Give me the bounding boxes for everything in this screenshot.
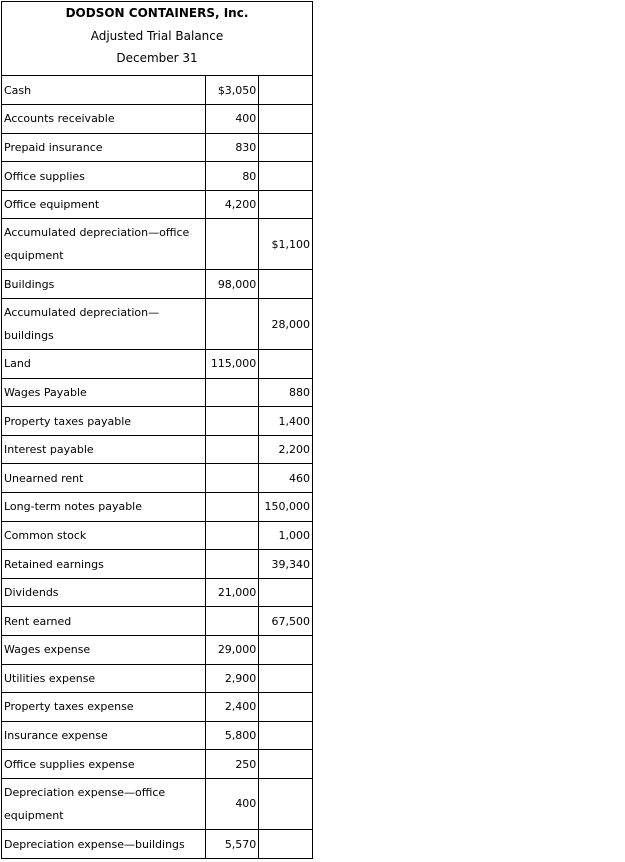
debit-cell: 98,000 bbox=[206, 270, 259, 299]
table-row bbox=[2, 435, 312, 464]
credit-cell bbox=[259, 636, 312, 665]
account-cell: Office equipment bbox=[2, 190, 206, 219]
account-cell: Property taxes payable bbox=[2, 407, 206, 436]
credit-cell bbox=[259, 721, 312, 750]
table-row bbox=[2, 693, 312, 722]
table-row bbox=[2, 721, 312, 750]
debit-cell: 29,000 bbox=[206, 636, 259, 665]
credit-cell bbox=[259, 778, 312, 829]
table-row bbox=[2, 636, 312, 665]
report-title: Adjusted Trial Balance bbox=[90, 28, 224, 43]
trial-balance-table bbox=[2, 76, 312, 858]
debit-cell: 830 bbox=[206, 133, 259, 162]
credit-cell: 67,500 bbox=[259, 607, 312, 636]
debit-cell bbox=[206, 464, 259, 493]
debit-cell: 2,400 bbox=[206, 693, 259, 722]
debit-cell: 80 bbox=[206, 162, 259, 191]
table-row bbox=[2, 299, 312, 350]
debit-cell: 250 bbox=[206, 750, 259, 779]
table-row bbox=[2, 378, 312, 407]
debit-cell bbox=[206, 299, 259, 350]
credit-cell bbox=[259, 133, 312, 162]
account-cell: Accumulated depreciation—office equipment bbox=[2, 219, 206, 270]
table-row bbox=[2, 521, 312, 550]
credit-cell bbox=[259, 578, 312, 607]
credit-cell bbox=[259, 76, 312, 105]
account-cell: Cash bbox=[2, 76, 206, 105]
table-row bbox=[2, 270, 312, 299]
table-row bbox=[2, 493, 312, 522]
account-cell: Common stock bbox=[2, 521, 206, 550]
credit-cell bbox=[259, 750, 312, 779]
credit-cell bbox=[259, 693, 312, 722]
debit-cell bbox=[206, 435, 259, 464]
credit-cell: $1,100 bbox=[259, 219, 312, 270]
credit-cell bbox=[259, 162, 312, 191]
account-cell: Buildings bbox=[2, 270, 206, 299]
table-row bbox=[2, 464, 312, 493]
debit-cell bbox=[206, 493, 259, 522]
debit-cell: 400 bbox=[206, 778, 259, 829]
account-cell: Prepaid insurance bbox=[2, 133, 206, 162]
table-row bbox=[2, 76, 312, 105]
account-cell: Accumulated depreciation— buildings bbox=[2, 299, 206, 350]
credit-cell bbox=[259, 829, 312, 858]
account-cell: Property taxes expense bbox=[2, 693, 206, 722]
account-cell: Dividends bbox=[2, 578, 206, 607]
credit-cell: 150,000 bbox=[259, 493, 312, 522]
debit-cell: 2,900 bbox=[206, 664, 259, 693]
debit-cell: 21,000 bbox=[206, 578, 259, 607]
account-cell: Wages Payable bbox=[2, 378, 206, 407]
credit-cell: 2,200 bbox=[259, 435, 312, 464]
credit-cell bbox=[259, 350, 312, 379]
credit-cell bbox=[259, 105, 312, 134]
table-row bbox=[2, 607, 312, 636]
account-cell: Retained earnings bbox=[2, 550, 206, 579]
credit-cell bbox=[259, 270, 312, 299]
debit-cell bbox=[206, 407, 259, 436]
debit-cell bbox=[206, 219, 259, 270]
debit-cell: $3,050 bbox=[206, 76, 259, 105]
table-row bbox=[2, 829, 312, 858]
table-row bbox=[2, 190, 312, 219]
debit-cell bbox=[206, 550, 259, 579]
debit-cell bbox=[206, 378, 259, 407]
credit-cell bbox=[259, 190, 312, 219]
credit-cell: 39,340 bbox=[259, 550, 312, 579]
report-date: December 31 bbox=[116, 51, 198, 65]
table-row bbox=[2, 778, 312, 829]
table-row bbox=[2, 219, 312, 270]
debit-cell: 5,570 bbox=[206, 829, 259, 858]
account-cell: Rent earned bbox=[2, 607, 206, 636]
table-row bbox=[2, 350, 312, 379]
table-row bbox=[2, 578, 312, 607]
account-cell: Interest payable bbox=[2, 435, 206, 464]
account-cell: Long-term notes payable bbox=[2, 493, 206, 522]
account-cell: Wages expense bbox=[2, 636, 206, 665]
account-cell: Depreciation expense—office equipment bbox=[2, 778, 206, 829]
credit-cell bbox=[259, 664, 312, 693]
account-cell: Accounts receivable bbox=[2, 105, 206, 134]
credit-cell: 1,400 bbox=[259, 407, 312, 436]
report-header bbox=[2, 2, 312, 76]
debit-cell: 400 bbox=[206, 105, 259, 134]
debit-cell: 115,000 bbox=[206, 350, 259, 379]
debit-cell: 4,200 bbox=[206, 190, 259, 219]
debit-cell bbox=[206, 521, 259, 550]
table-row bbox=[2, 105, 312, 134]
trial-balance-sheet bbox=[1, 1, 313, 859]
table-row bbox=[2, 407, 312, 436]
credit-cell: 460 bbox=[259, 464, 312, 493]
account-cell: Insurance expense bbox=[2, 721, 206, 750]
account-cell: Unearned rent bbox=[2, 464, 206, 493]
company-name: DODSON CONTAINERS, Inc. bbox=[65, 6, 249, 20]
account-cell: Utilities expense bbox=[2, 664, 206, 693]
debit-cell: 5,800 bbox=[206, 721, 259, 750]
account-cell: Depreciation expense—buildings bbox=[2, 829, 206, 858]
account-cell: Office supplies expense bbox=[2, 750, 206, 779]
credit-cell: 880 bbox=[259, 378, 312, 407]
table-row bbox=[2, 133, 312, 162]
account-cell: Land bbox=[2, 350, 206, 379]
table-row bbox=[2, 550, 312, 579]
credit-cell: 1,000 bbox=[259, 521, 312, 550]
table-row bbox=[2, 750, 312, 779]
table-row bbox=[2, 162, 312, 191]
credit-cell: 28,000 bbox=[259, 299, 312, 350]
debit-cell bbox=[206, 607, 259, 636]
table-row bbox=[2, 664, 312, 693]
account-cell: Office supplies bbox=[2, 162, 206, 191]
